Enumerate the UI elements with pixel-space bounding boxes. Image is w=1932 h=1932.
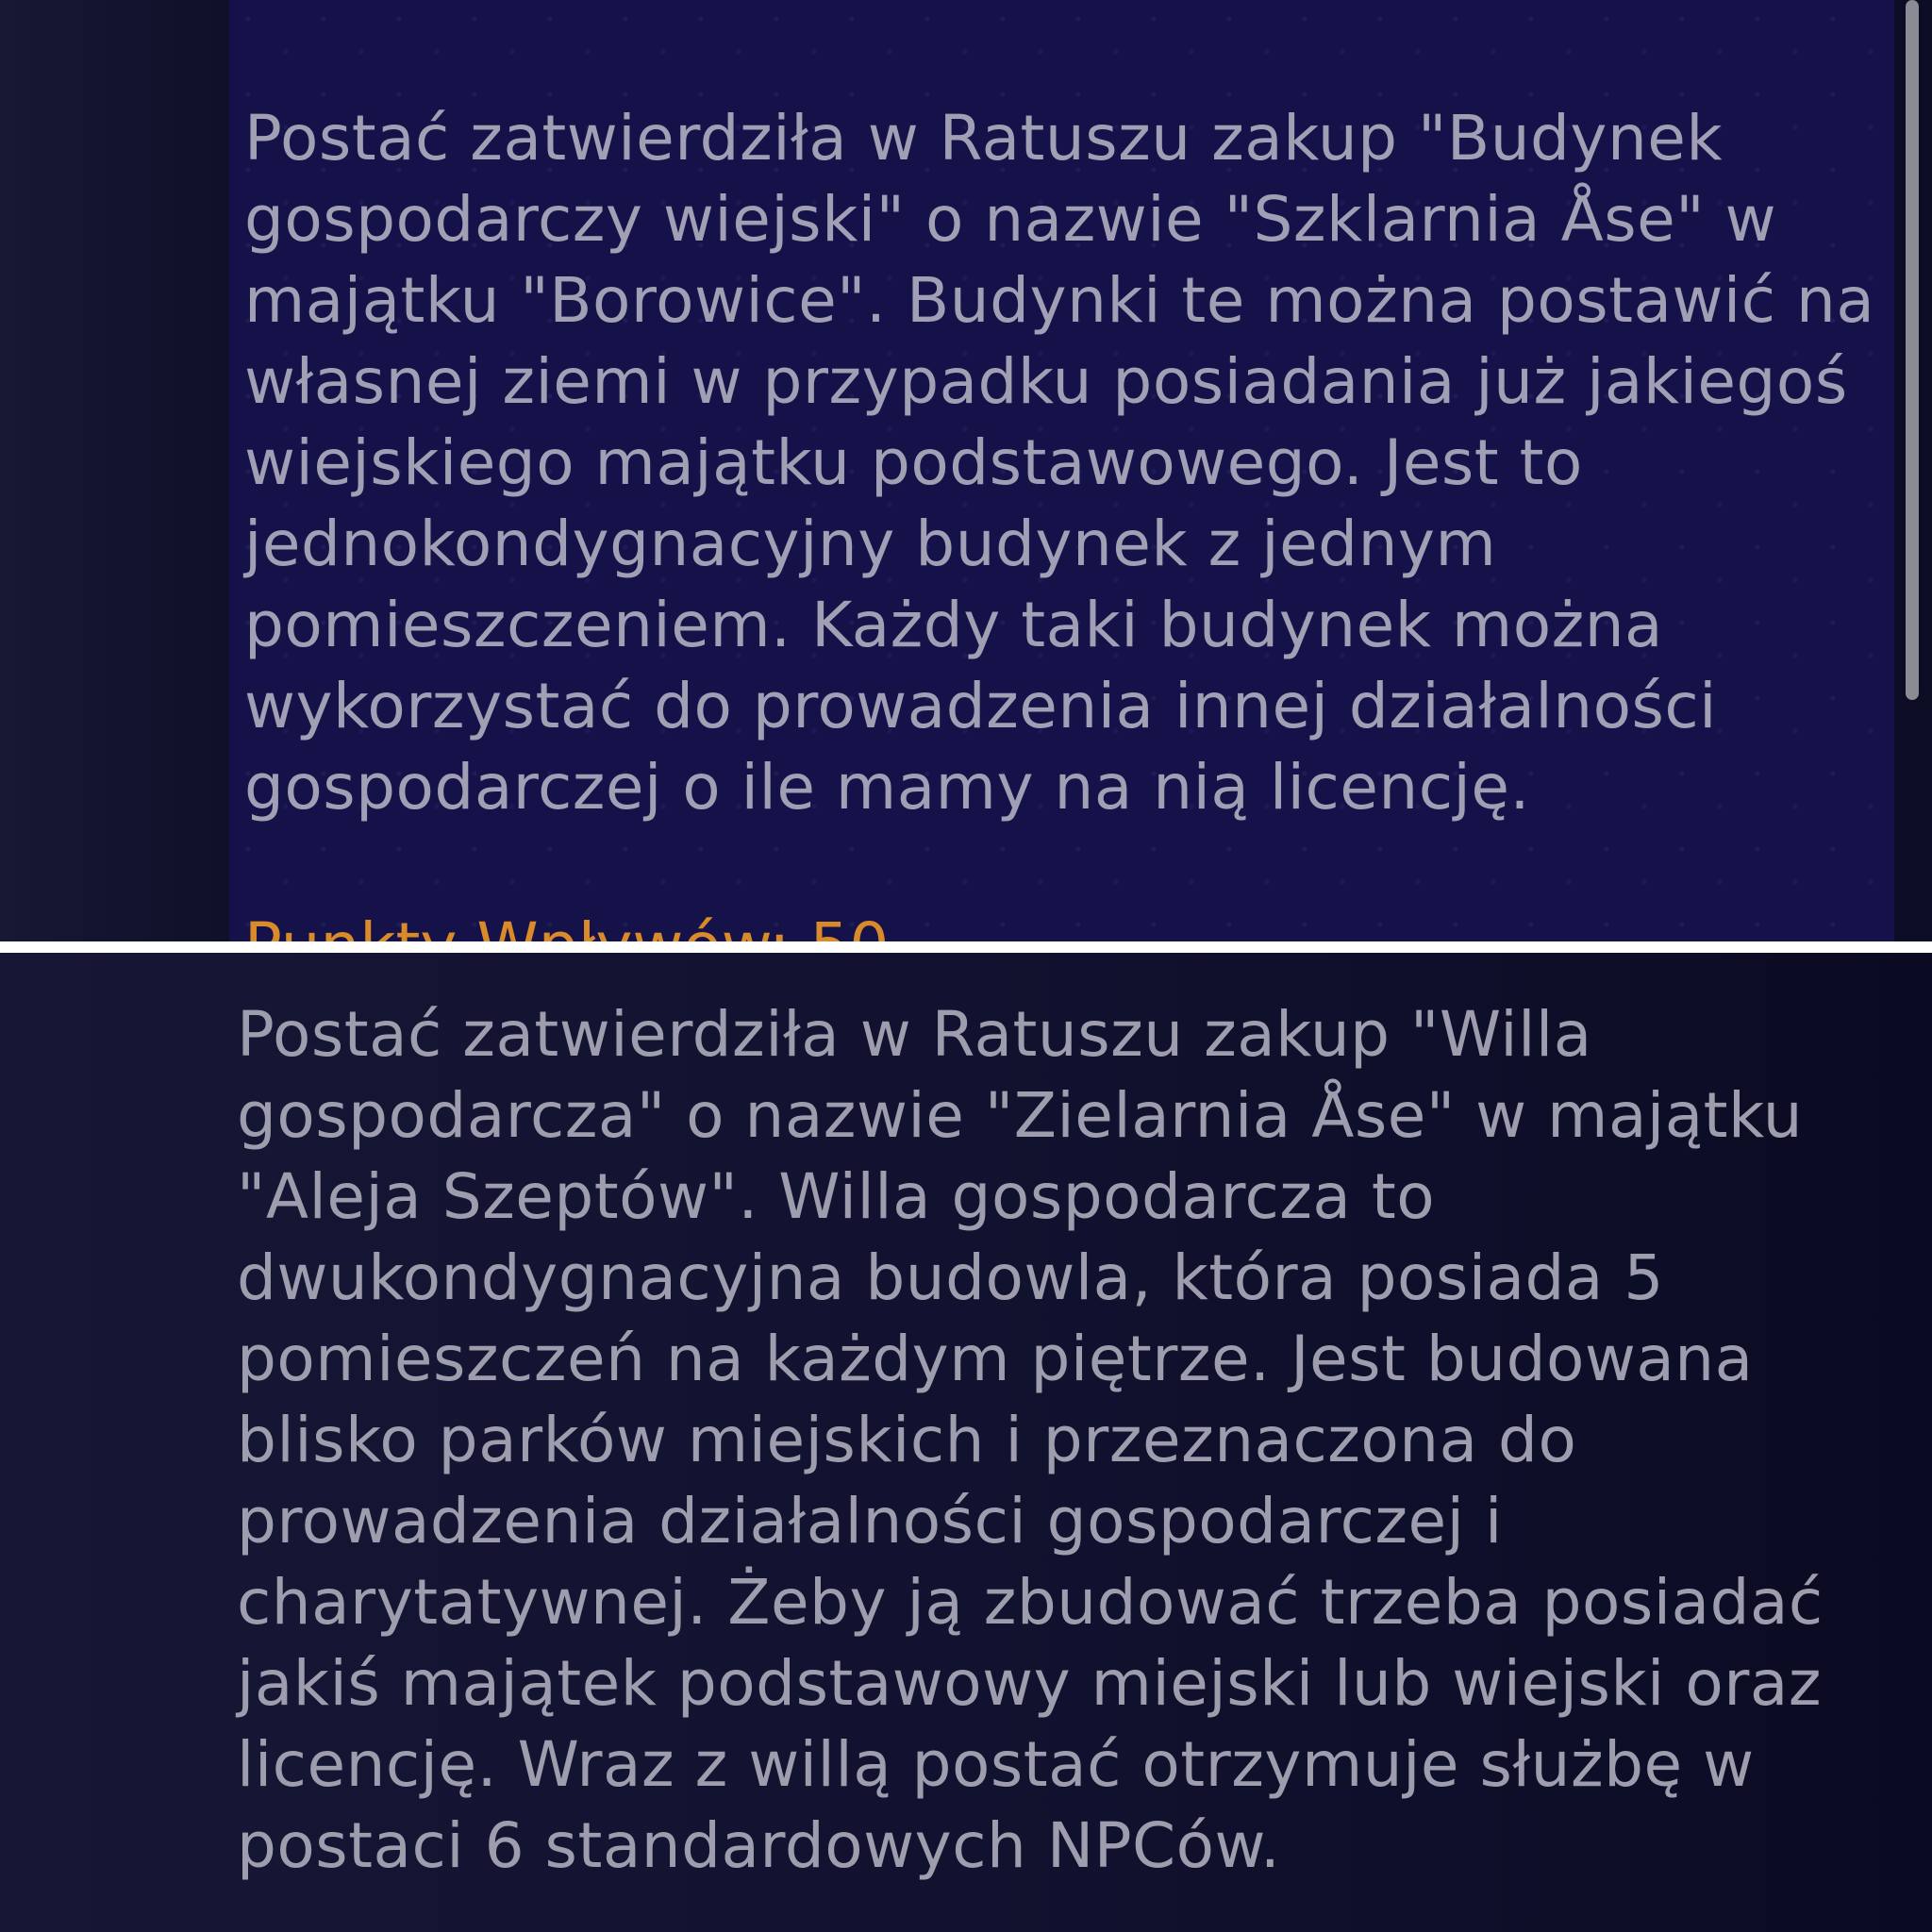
top-screenshot-panel (0, 0, 1932, 941)
left-gutter (0, 0, 229, 941)
scrollbar-thumb[interactable] (1906, 0, 1919, 700)
image-divider (0, 941, 1932, 953)
purchase-description-text: Postać zatwierdziła w Ratuszu zakup "Willa gospodarcza" o nazwie "Zielarnia Åse" w majątku "Aleja Szeptów". Willa gospodarcza to dwukondygnacyjna budowla, która posiada 5 pomieszczeń na każdym piętrze. Jest budowana blisko parków miejskich i przeznaczona do prowadzenia działalności gospodarczej i charytatywnej. Żeby ją zbudować trzeba posiadać jakiś majątek podstawowy miejski lub wiejski oraz licencję. Wraz z willą postać otrzymuje służbę w postaci 6 standardowych NPCów. (237, 998, 1824, 1882)
bottom-screenshot-panel (0, 953, 1932, 1932)
purchase-description-text: Postać zatwierdziła w Ratuszu zakup "Budynek gospodarczy wiejski" o nazwie "Szklarnia Åse" w majątku "Borowice". Budynki te można postawić na własnej ziemi w przypadku posiadania już jakiegoś wiejskiego majątku podstawowego. Jest to jednokondygnacyjny budynek z jednym pomieszczeniem. Każdy taki budynek można wykorzystać do prowadzenia innej działalności gospodarczej o ile mamy na nią licencję. (244, 102, 1875, 824)
